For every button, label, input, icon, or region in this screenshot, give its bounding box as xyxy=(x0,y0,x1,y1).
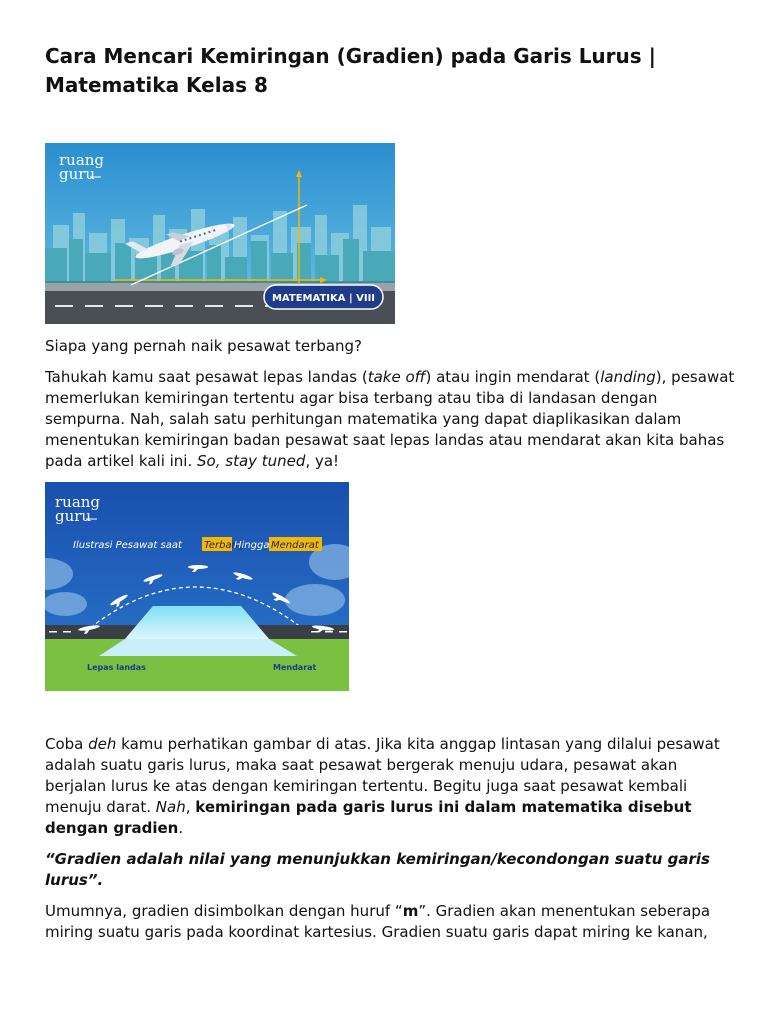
label-lepas-landas: Lepas landas xyxy=(87,663,146,672)
text-run: ) atau ingin mendarat ( xyxy=(425,368,601,386)
plane-takeoff-illustration xyxy=(45,143,395,324)
caption-prefix: Ilustrasi Pesawat saat xyxy=(73,540,182,551)
bold-run: m xyxy=(402,902,419,920)
italic-run: deh xyxy=(88,735,117,753)
caption-highlight-terbang: Terbang xyxy=(204,540,245,551)
header-illustration xyxy=(45,143,395,324)
paragraph-gradient-symbol xyxy=(45,901,735,943)
italic-run: landing xyxy=(600,368,656,386)
caption-mid: Hingga xyxy=(234,540,270,551)
definition-quote: “Gradien adalah nilai yang menunjukkan kemiringan/kecondongan suatu garis lurus”. xyxy=(45,850,710,889)
ruangguru-logo-line2: guru xyxy=(59,165,96,183)
text-run: Coba xyxy=(45,735,89,753)
takeoff-landing-illustration xyxy=(45,482,349,691)
text-run: , xyxy=(185,798,196,816)
text-run: Umumnya, gradien disimbolkan dengan huruf “ xyxy=(45,902,403,920)
text-run: , ya! xyxy=(305,452,340,470)
ruangguru-logo-line1: ruang xyxy=(55,493,101,511)
bold-run: kemiringan pada garis lurus ini dalam matematika disebut dengan gradien xyxy=(45,798,692,837)
text-run: kamu perhatikan gambar di atas. Jika kita anggap lintasan yang dilalui pesawat adalah suatu garis lurus, maka saat pesawat bergerak menuju udara, pesawat akan berjalan lurus ke atas dengan kemiringan tertentu. Begitu juga saat pesawat kembali menuju darat. xyxy=(45,735,720,816)
intro-text: Siapa yang pernah naik pesawat terbang? xyxy=(45,337,363,355)
text-run: . xyxy=(178,819,184,837)
subject-badge-label: MATEMATIKA | VIII xyxy=(271,293,376,304)
italic-run: take off xyxy=(367,368,426,386)
article-title: Cara Mencari Kemiringan (Gradien) pada Garis Lurus | Matematika Kelas 8 xyxy=(45,44,656,97)
ruangguru-logo-line2: guru xyxy=(55,507,92,525)
paragraph-gradient-intro xyxy=(45,734,735,839)
paragraph-takeoff xyxy=(45,367,735,472)
ruangguru-logo-line1: ruang xyxy=(59,151,105,169)
italic-run: So, stay tuned xyxy=(197,452,306,470)
italic-run: Nah xyxy=(155,798,186,816)
label-mendarat: Mendarat xyxy=(273,663,317,672)
text-run: Tahukah kamu saat pesawat lepas landas ( xyxy=(45,368,368,386)
text-run: ), pesawat memerlukan kemiringan tertentu agar bisa terbang atau tiba di landasan dengan sempurna. Nah, salah satu perhitungan matematika yang dapat diaplikasikan dalam menentukan kemiringan badan pesawat saat lepas landas atau mendarat akan kita bahas pada artikel kali ini. xyxy=(45,368,735,470)
paragraph-intro xyxy=(45,336,735,357)
caption-highlight-mendarat: Mendarat xyxy=(271,540,319,551)
text-run: ”. Gradien akan menentukan seberapa miring suatu garis pada koordinat kartesius. Gradien suatu garis dapat miring ke kanan, xyxy=(45,902,711,941)
flight-path-illustration xyxy=(45,482,349,691)
